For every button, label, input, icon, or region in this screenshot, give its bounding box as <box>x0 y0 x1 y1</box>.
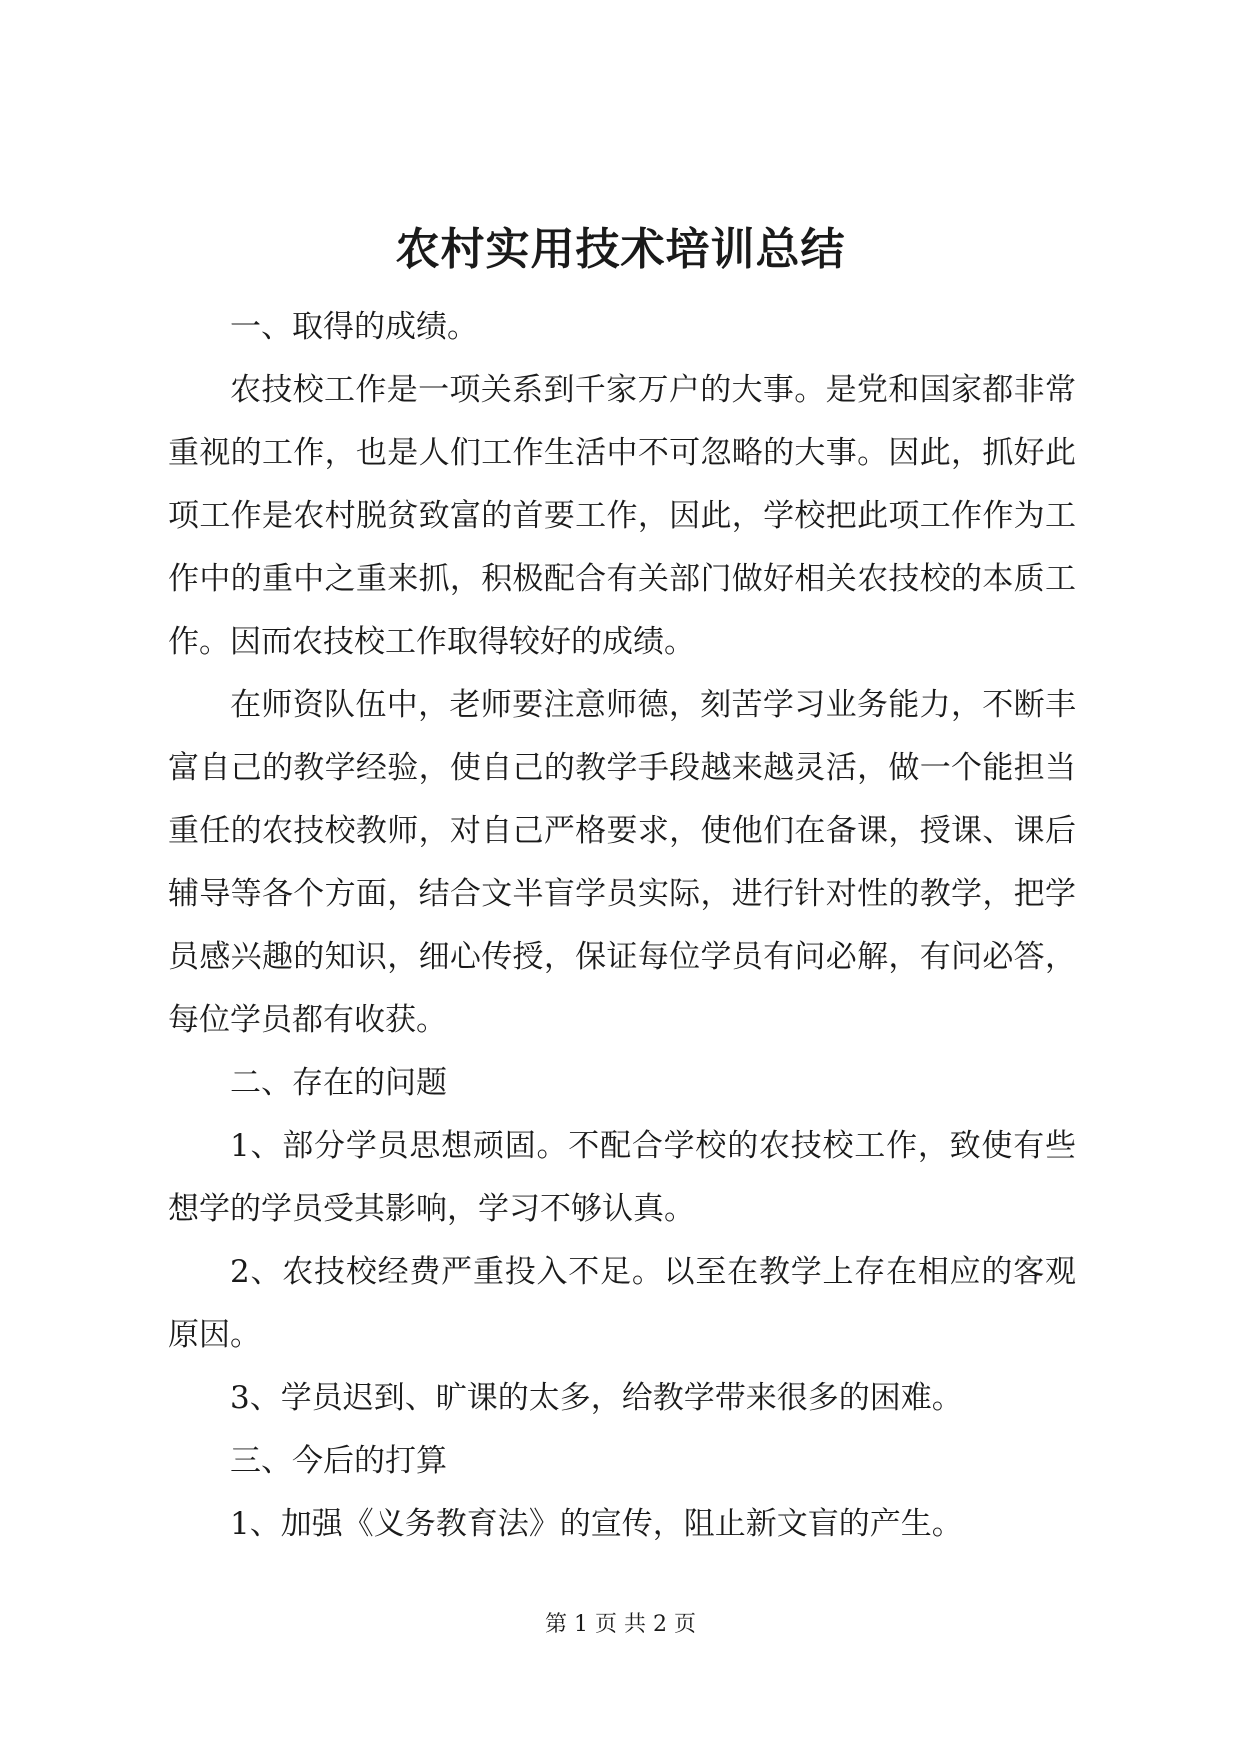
page-footer: 第 1 页 共 2 页 <box>545 1612 696 1637</box>
paragraph-importance: 农技校工作是一项关系到千家万户的大事。是党和国家都非常重视的工作，也是人们工作生活中不可忽略的大事。因此，抓好此项工作是农村脱贫致富的首要工作，因此，学校把此项工作作为工作中的重中之重来抓，积极配合有关部门做好相关农技校的本质工作。因而农技校工作取得较好的成绩。 <box>168 372 1076 660</box>
problem-item-1: 1、部分学员思想顽固。不配合学校的农技校工作，致使有些想学的学员受其影响，学习不够认真。 <box>168 1128 1076 1227</box>
section-heading-plans: 三、今后的打算 <box>230 1443 447 1479</box>
problem-item-3: 3、学员迟到、旷课的太多，给教学带来很多的困难。 <box>230 1380 963 1416</box>
document-body <box>168 296 1076 1556</box>
section-heading-problems: 二、存在的问题 <box>230 1065 447 1101</box>
plan-item-1: 1、加强《义务教育法》的宣传，阻止新文盲的产生。 <box>230 1506 963 1542</box>
problem-item-2: 2、农技校经费严重投入不足。以至在教学上存在相应的客观原因。 <box>168 1254 1076 1353</box>
paragraph-teachers: 在师资队伍中，老师要注意师德，刻苦学习业务能力，不断丰富自己的教学经验，使自己的教学手段越来越灵活，做一个能担当重任的农技校教师，对自己严格要求，使他们在备课，授课、课后辅导等各个方面，结合文半盲学员实际，进行针对性的教学，把学员感兴趣的知识，细心传授，保证每位学员有问必解，有问必答，每位学员都有收获。 <box>168 687 1076 1038</box>
document-title: 农村实用技术培训总结 <box>395 224 846 275</box>
section-heading-achievements: 一、取得的成绩。 <box>230 309 478 345</box>
